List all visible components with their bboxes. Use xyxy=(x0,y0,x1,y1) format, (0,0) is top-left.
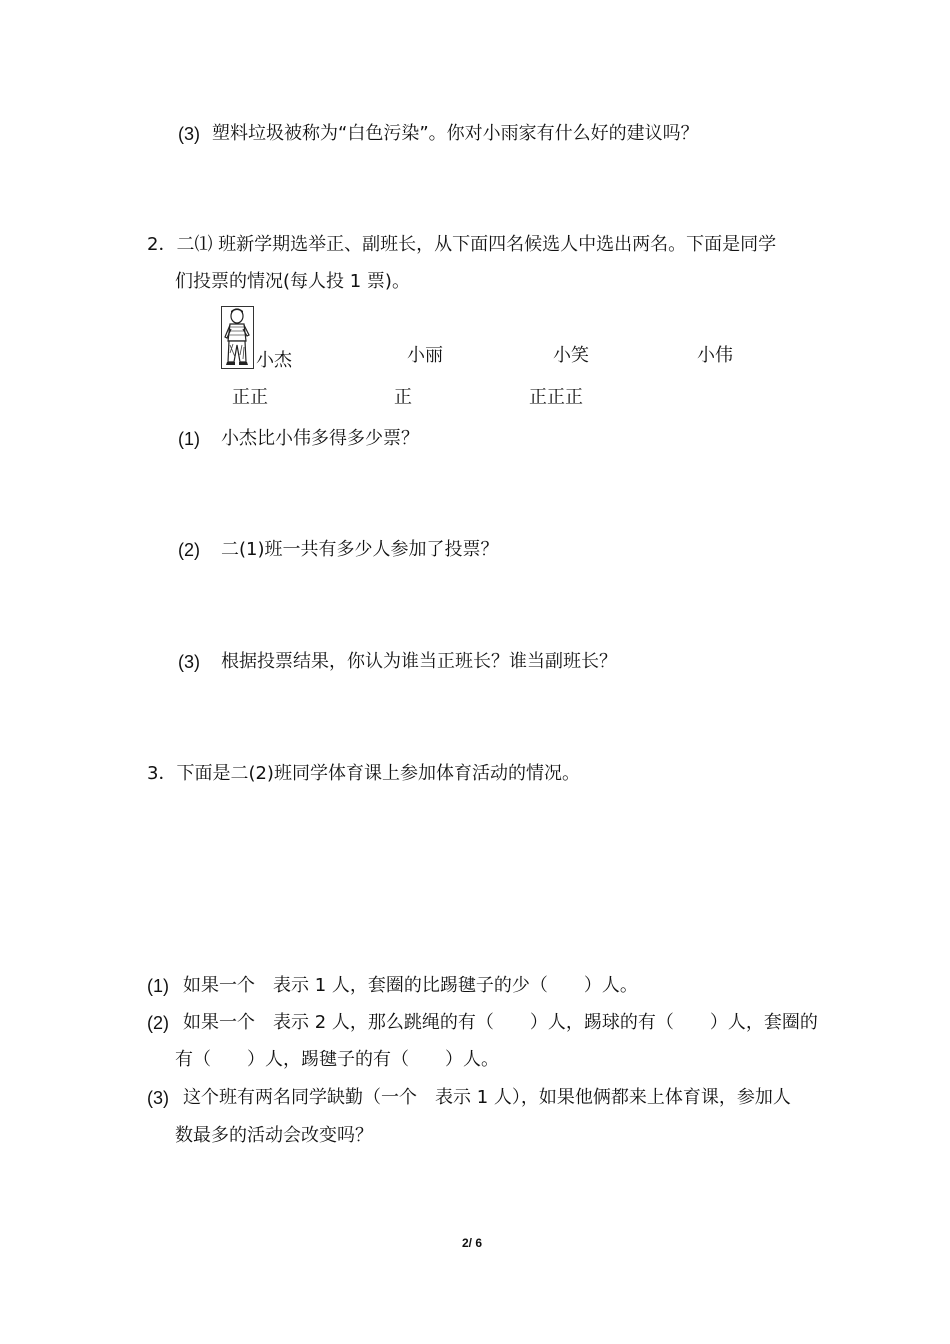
question-text: 根据投票结果，你认为谁当正班长？谁当副班长？ xyxy=(221,651,617,672)
candidate-name: 小丽 xyxy=(407,345,443,366)
tally-marks: 正正 xyxy=(232,387,268,408)
page-number: 2/ 6 xyxy=(462,1236,483,1250)
problem-2-line1: 2．二⑴ 班新学期选举正、副班长，从下面四名候选人中选出两名。下面是同学 xyxy=(147,234,777,255)
question-text: 这个班有两名同学缺勤（一个 表示 1 人），如果他俩都来上体育课，参加人 xyxy=(183,1087,791,1108)
boy-illustration xyxy=(221,306,254,369)
question-text: 塑料垃圾被称为“白色污染”。你对小雨家有什么好的建议吗？ xyxy=(212,123,699,144)
question-text: 如果一个 表示 2 人，那么跳绳的有（ ）人，踢球的有（ ）人，套圈的 xyxy=(183,1012,818,1033)
tally-marks: 正正正 xyxy=(529,387,583,408)
question-text: 二(1)班一共有多少人参加了投票？ xyxy=(221,539,499,560)
problem-3-title: 3．下面是二(2)班同学体育课上参加体育活动的情况。 xyxy=(147,763,580,784)
question-text: 如果一个 表示 1 人，套圈的比踢毽子的少（ ）人。 xyxy=(183,975,638,996)
question-number: (1) xyxy=(178,429,200,449)
question-number: (2) xyxy=(178,540,200,560)
candidate-name: 小伟 xyxy=(697,345,733,366)
question-text-cont: 数最多的活动会改变吗？ xyxy=(175,1125,373,1146)
tally-marks: 正 xyxy=(394,387,412,408)
question-number: (3) xyxy=(147,1088,169,1108)
question-text: 小杰比小伟多得多少票？ xyxy=(221,428,419,449)
candidate-name: 小笑 xyxy=(553,345,589,366)
question-text-cont: 有（ ）人，踢毽子的有（ ）人。 xyxy=(175,1049,499,1070)
question-number: (3) xyxy=(178,124,200,144)
question-number: (3) xyxy=(178,652,200,672)
question-number: (1) xyxy=(147,976,169,996)
question-number: (2) xyxy=(147,1013,169,1033)
candidate-name: 小杰 xyxy=(256,350,292,371)
problem-2-line2: 们投票的情况(每人投 1 票)。 xyxy=(175,271,410,292)
